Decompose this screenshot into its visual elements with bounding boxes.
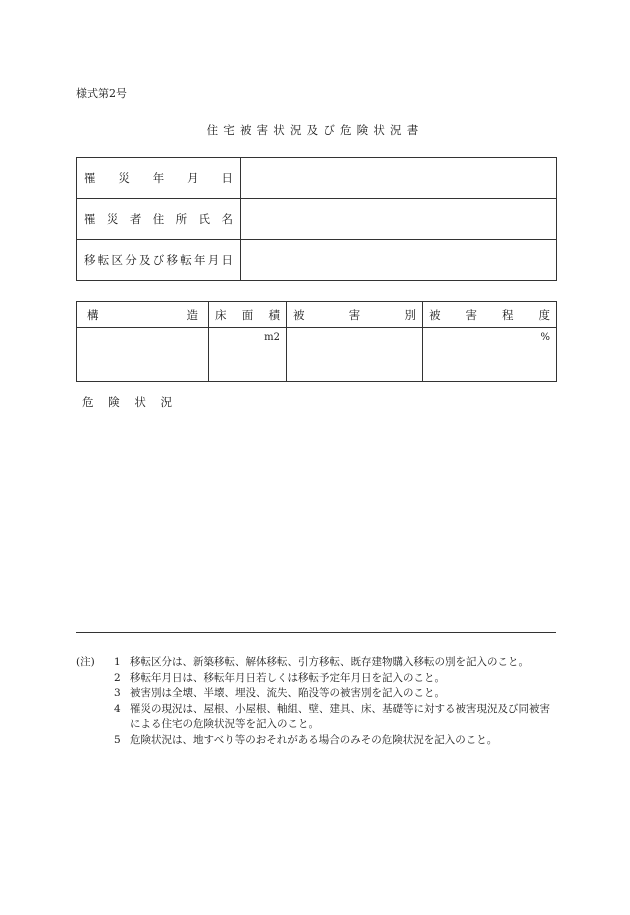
label-char: 氏 [198,212,211,226]
danger-status-label [82,394,172,410]
value-damage-type[interactable] [287,328,423,382]
header-char: 程 [502,307,514,322]
label-char: 状 [134,395,146,409]
notes-header: (注) [76,656,95,668]
label-char: 年 [152,171,165,185]
header-char: 床 [215,307,227,322]
note-number: 3 [114,687,121,699]
header-char: 害 [465,307,477,322]
header-char: 造 [186,307,198,322]
label-char: 移 [166,253,178,267]
label-char: 及 [139,253,151,267]
header-structure [77,302,209,328]
note-text: 罹災の現況は、屋根、小屋根、軸組、壁、建具、床、基礎等に対する被害現況及び同被害による住宅の危険状況等を記入のこと。 [130,702,550,730]
label-relocation [77,240,241,281]
label-char: 日 [221,253,233,267]
note-item [76,733,556,749]
note-number: 1 [114,656,121,668]
header-char: 別 [404,307,416,322]
value-relocation[interactable] [241,240,557,281]
label-char: 住 [152,212,165,226]
form-number: 様式第2号 [76,87,127,100]
victim-info-table [76,157,557,281]
note-text: 移転年月日は、移転年月日若しくは移転予定年月日を記入のこと。 [130,671,445,684]
label-char: 月 [187,171,199,185]
note-text: 危険状況は、地すべり等のおそれがある場合のみその危険状況を記入のこと。 [130,733,498,746]
label-char: 所 [175,212,188,226]
document-title: 住宅被害状況及び危険状況書 [206,123,424,137]
notes-section [76,655,556,748]
label-char: 転 [97,253,110,267]
note-item [76,702,556,733]
label-char: 険 [108,395,120,409]
note-item [76,655,556,671]
header-char: 被 [429,307,441,322]
damage-header-row [77,302,557,328]
damage-value-row [77,328,557,382]
header-char: 面 [241,307,254,322]
label-char: 移 [84,253,96,267]
value-structure[interactable] [77,328,209,382]
label-char: 年 [194,253,206,267]
note-text: 移転区分は、新築移転、解体移転、引方移転、既存建物購入移転の別を記入のこと。 [130,656,529,668]
header-char: 積 [268,307,280,322]
label-char: 危 [82,395,94,409]
section-divider [76,632,556,633]
info-row-disaster-date [77,158,557,199]
header-floor-area [209,302,287,328]
note-item [76,686,556,702]
header-char: 害 [348,307,361,322]
label-char: び [152,253,165,267]
label-char: 転 [180,253,192,267]
label-char: 区 [111,253,123,267]
header-damage-degree [423,302,557,328]
header-char: 度 [538,307,550,322]
header-char: 被 [293,307,305,322]
note-text: 被害別は全壊、半壊、埋没、流失、陥没等の被害別を記入のこと。 [130,687,445,699]
label-char: 日 [221,171,233,185]
percent-unit: % [540,332,550,343]
label-char: 月 [207,253,220,267]
label-char: 災 [118,171,130,185]
label-char: 分 [125,253,137,267]
header-char: 構 [87,307,99,322]
value-damage-degree[interactable] [423,328,557,382]
label-char: 名 [221,212,233,226]
note-item [76,671,556,687]
area-unit: m2 [264,332,280,343]
value-disaster-date[interactable] [241,158,557,199]
note-number: 2 [114,671,121,684]
label-char: 災 [106,212,119,226]
header-damage-type [287,302,423,328]
label-char: 況 [160,395,172,409]
value-victim-address-name[interactable] [241,199,557,240]
label-char: 罹 [84,171,96,185]
label-char: 罹 [84,212,96,226]
value-floor-area[interactable] [209,328,287,382]
label-char: 者 [129,212,142,226]
damage-table [76,301,557,382]
info-row-relocation [77,240,557,281]
label-victim-address-name [77,199,241,240]
info-row-victim-address-name [77,199,557,240]
note-number: 5 [114,733,121,746]
label-disaster-date [77,158,241,199]
note-number: 4 [114,702,121,715]
